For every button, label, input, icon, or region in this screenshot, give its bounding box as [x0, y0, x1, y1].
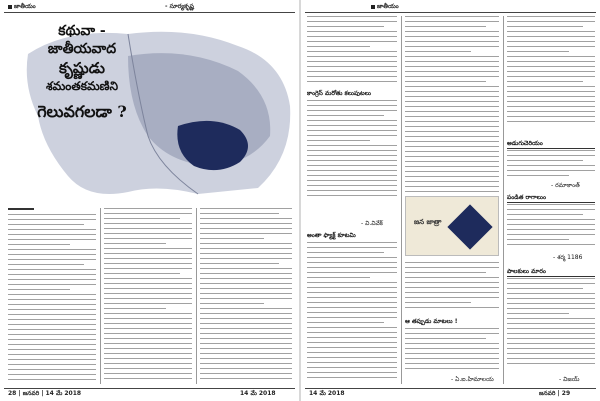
- right-page: [301, 0, 600, 401]
- headline-line: శమంతకమణిని: [45, 79, 118, 93]
- headline-line: జాతీయవాద: [47, 41, 117, 57]
- body-column: [405, 262, 499, 316]
- left-footer-date: 14 మే 2018: [240, 390, 276, 397]
- inset-label: జన జాత్రా: [414, 218, 442, 226]
- right-footer: జనవరి | 29: [539, 390, 571, 397]
- box-body: [507, 150, 595, 180]
- right-footer-date: 14 మే 2018: [309, 390, 345, 397]
- headline-line: కృష్ణుడు: [58, 59, 105, 77]
- headline-line: గెలువగలడా ?: [37, 102, 127, 121]
- box-signature: - రమాకాంత్: [551, 182, 580, 189]
- subhead: ఆ తప్పుడు మాటలు !: [405, 318, 458, 325]
- box-heading: పండిత రాగాలుం: [507, 194, 595, 203]
- body-column: [8, 208, 96, 384]
- body-column: [405, 328, 499, 378]
- box-body: [507, 278, 595, 374]
- subhead: కాంగ్రెస్ మరోతు కలుపుటలు: [307, 90, 371, 97]
- box-signature: - శర్మ 1186: [553, 254, 583, 261]
- headline-line: కథువా -: [58, 23, 106, 39]
- box-heading: అడుగుచెరియం: [507, 140, 595, 149]
- body-column: [307, 242, 397, 384]
- left-byline: - సూర్యకృష్ణ: [165, 3, 194, 10]
- left-section-label: జాతీయం: [8, 3, 36, 11]
- body-column: [507, 16, 595, 136]
- box-heading: పాలకులు మారం: [507, 268, 595, 277]
- signature: - ఏ.ఐ.హిమాలయ: [451, 376, 494, 383]
- inset-photo: [405, 196, 499, 256]
- body-column: [307, 16, 397, 88]
- left-footer: 28 | జనవరి | 14 మే 2018: [8, 390, 82, 397]
- subhead: అంతా ఫ్యాక్ట్ కూటమి: [307, 232, 356, 239]
- body-column: [307, 100, 397, 200]
- body-column: [405, 16, 499, 196]
- box-signature: - విజయ్: [559, 376, 580, 383]
- body-column: [200, 208, 292, 384]
- left-page: [0, 0, 299, 401]
- body-column: [104, 208, 192, 384]
- signature: - వి.వివేక్: [361, 220, 383, 227]
- headline-block: [22, 22, 142, 123]
- box-body: [507, 204, 595, 252]
- right-section-label: జాతీయం: [371, 3, 399, 11]
- inset-diamond: [447, 204, 492, 249]
